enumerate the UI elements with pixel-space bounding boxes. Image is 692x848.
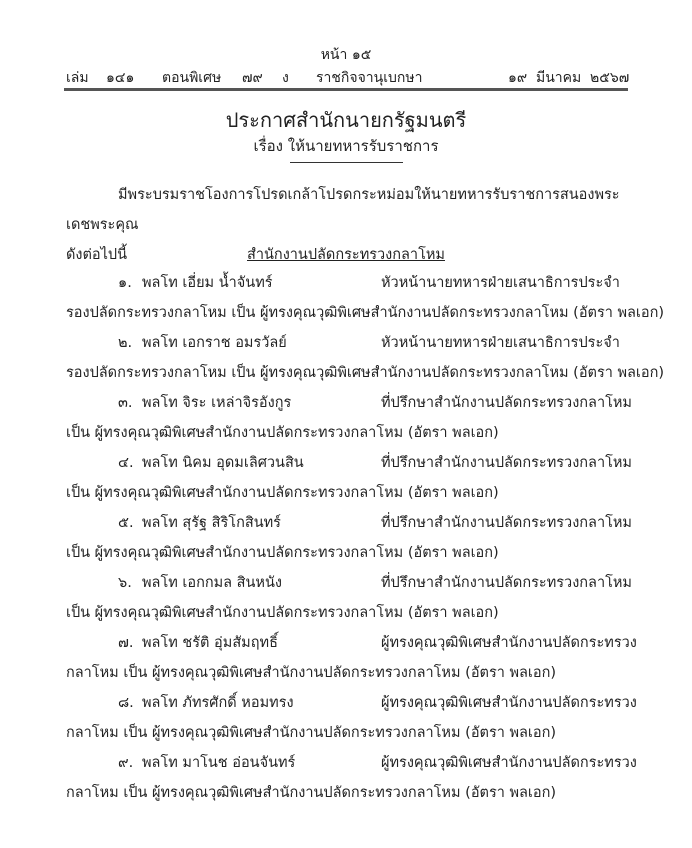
entry-name: พลโท ชรัติ อุ่มสัมฤทธิ์ xyxy=(142,635,278,651)
entry-number: ๕. xyxy=(118,515,134,531)
date-year: ๒๕๖๗ xyxy=(590,70,630,86)
entry-number: ๑. xyxy=(118,275,132,291)
entry-number: ๘. xyxy=(118,695,134,711)
entry-current-position: ที่ปรึกษาสำนักงานปลัดกระทรวงกลาโหม xyxy=(381,455,632,471)
section-letter: ง xyxy=(282,70,289,86)
volume-number: ๑๔๑ xyxy=(106,70,135,86)
appointment-entry xyxy=(66,751,637,811)
entry-current-position: ผู้ทรงคุณวุฒิพิเศษสำนักงานปลัดกระทรวง xyxy=(381,695,637,711)
entry-current-position: ที่ปรึกษาสำนักงานปลัดกระทรวงกลาโหม xyxy=(381,515,632,531)
appointment-entry xyxy=(66,511,632,571)
entry-current-position: ผู้ทรงคุณวุฒิพิเศษสำนักงานปลัดกระทรวง xyxy=(381,755,637,771)
volume-label: เล่ม xyxy=(66,70,89,86)
entry-new-position: เป็น ผู้ทรงคุณวุฒิพิเศษสำนักงานปลัดกระทรวงกลาโหม (อัตรา พลเอก) xyxy=(66,485,499,501)
entry-name: พลโท ภัทรศักดิ์ หอมทรง xyxy=(142,695,294,711)
header-divider xyxy=(64,88,628,91)
entry-number: ๗. xyxy=(118,635,134,651)
entry-new-position: เป็น ผู้ทรงคุณวุฒิพิเศษสำนักงานปลัดกระทรวงกลาโหม (อัตรา พลเอก) xyxy=(66,605,499,621)
appointment-entry xyxy=(66,331,665,391)
entry-number: ๓. xyxy=(118,395,133,411)
date-month: มีนาคม xyxy=(536,70,582,86)
entry-current-position: ผู้ทรงคุณวุฒิพิเศษสำนักงานปลัดกระทรวง xyxy=(381,635,637,651)
entry-current-position: หัวหน้านายทหารฝ่ายเสนาธิการประจำ xyxy=(381,275,620,291)
entry-number: ๒. xyxy=(118,335,133,351)
section-label: ตอนพิเศษ xyxy=(162,70,222,86)
section-heading: สำนักงานปลัดกระทรวงกลาโหม xyxy=(247,247,445,263)
entry-name: พลโท เอกกมล สินหนัง xyxy=(142,575,282,591)
date-day: ๑๙ xyxy=(508,70,528,86)
document-subject: เรื่อง ให้นายทหารรับราชการ xyxy=(253,137,439,155)
appointment-entry xyxy=(66,391,632,451)
entry-new-position: เป็น ผู้ทรงคุณวุฒิพิเศษสำนักงานปลัดกระทรวงกลาโหม (อัตรา พลเอก) xyxy=(66,425,499,441)
page-number: หน้า ๑๕ xyxy=(320,47,372,63)
entry-new-position: กลาโหม เป็น ผู้ทรงคุณวุฒิพิเศษสำนักงานปลัดกระทรวงกลาโหม (อัตรา พลเอก) xyxy=(66,785,557,801)
entry-name: พลโท เอี่ยม น้ำจันทร์ xyxy=(142,275,273,291)
section-number: ๗๙ xyxy=(242,70,263,86)
entry-current-position: ที่ปรึกษาสำนักงานปลัดกระทรวงกลาโหม xyxy=(381,395,632,411)
entry-name: พลโท จิระ เหล่าจิรอังกูร xyxy=(142,395,292,411)
entry-current-position: ที่ปรึกษาสำนักงานปลัดกระทรวงกลาโหม xyxy=(381,575,632,591)
appointment-entry xyxy=(66,631,637,691)
document-title: ประกาศสำนักนายกรัฐมนตรี xyxy=(225,108,467,132)
entry-new-position: เป็น ผู้ทรงคุณวุฒิพิเศษสำนักงานปลัดกระทรวงกลาโหม (อัตรา พลเอก) xyxy=(66,545,499,561)
entry-new-position: กลาโหม เป็น ผู้ทรงคุณวุฒิพิเศษสำนักงานปลัดกระทรวงกลาโหม (อัตรา พลเอก) xyxy=(66,725,557,741)
entry-number: ๙. xyxy=(118,755,134,771)
entry-number: ๖. xyxy=(118,575,132,591)
appointment-entry xyxy=(66,271,665,331)
entry-new-position: กลาโหม เป็น ผู้ทรงคุณวุฒิพิเศษสำนักงานปลัดกระทรวงกลาโหม (อัตรา พลเอก) xyxy=(66,665,557,681)
entry-current-position: หัวหน้านายทหารฝ่ายเสนาธิการประจำ xyxy=(381,335,620,351)
entry-number: ๔. xyxy=(118,455,134,471)
intro-line-1: มีพระบรมราชโองการโปรดเกล้าโปรดกระหม่อมให้นายทหารรับราชการสนองพระเดชพระคุณ xyxy=(66,187,620,233)
appointment-entry xyxy=(66,691,637,751)
entry-name: พลโท นิคม อุดมเลิศวนสิน xyxy=(142,455,304,471)
gazette-name: ราชกิจจานุเบกษา xyxy=(316,70,423,86)
entry-name: พลโท มาโนช อ่อนจันทร์ xyxy=(142,755,296,771)
title-divider xyxy=(290,162,403,163)
appointment-entry xyxy=(66,571,632,631)
intro-line-2: ดังต่อไปนี้ xyxy=(66,247,128,263)
appointment-entry xyxy=(66,451,632,511)
entry-name: พลโท เอกราช อมรวัลย์ xyxy=(142,335,287,351)
entry-new-position: รองปลัดกระทรวงกลาโหม เป็น ผู้ทรงคุณวุฒิพิเศษสำนักงานปลัดกระทรวงกลาโหม (อัตรา พลเอก) xyxy=(66,365,665,381)
entry-name: พลโท สุรัฐ สิริโกสินทร์ xyxy=(142,515,281,531)
entry-new-position: รองปลัดกระทรวงกลาโหม เป็น ผู้ทรงคุณวุฒิพิเศษสำนักงานปลัดกระทรวงกลาโหม (อัตรา พลเอก) xyxy=(66,305,665,321)
gazette-header xyxy=(66,67,630,87)
